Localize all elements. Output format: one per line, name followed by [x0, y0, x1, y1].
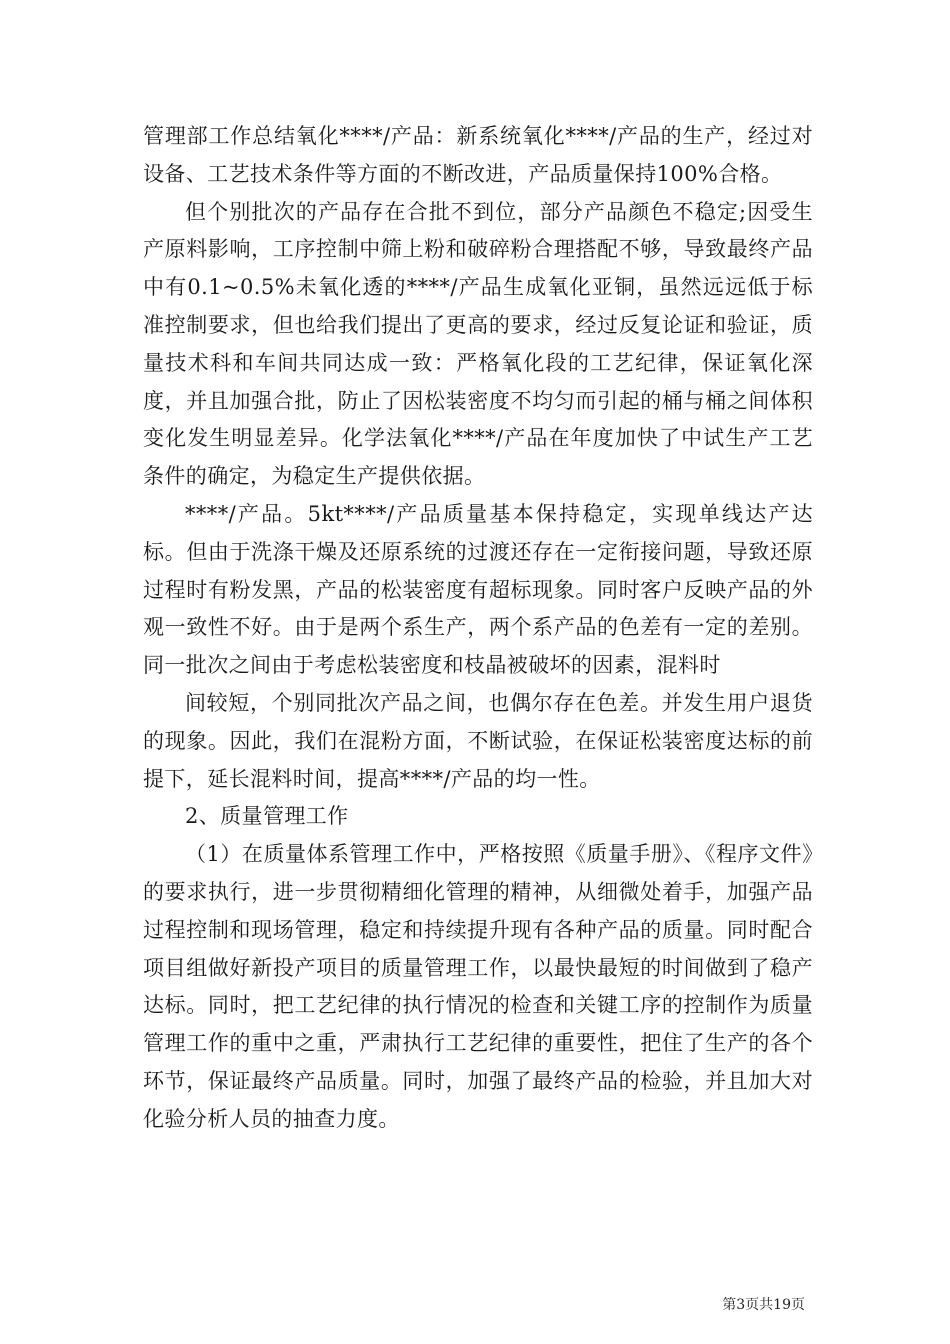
- document-body: [143, 118, 813, 1139]
- paragraph-1: 管理部工作总结氧化****/产品：新系统氧化****/产品的生产，经过对设备、工艺技术条件等方面的不断改进，产品质量保持100%合格。: [143, 124, 813, 186]
- paragraph-6: （1）在质量体系管理工作中，严格按照《质量手册》、《程序文件》的要求执行，进一步贯彻精细化管理的精神，从细微处着手，加强产品过程控制和现场管理，稳定和持续提升现有各种产品的质量。同时配合项目组做好新投产项目的质量管理工作，以最快最短的时间做到了稳产达标。同时，把工艺纪律的执行情况的检查和关键工序的控制作为质量管理工作的重中之重，严肃执行工艺纪律的重要性，把住了生产的各个环节，保证最终产品质量。同时，加强了最终产品的检验，并且加大对化验分析人员的抽查力度。: [143, 842, 813, 1131]
- section-heading-quality-management: 2、质量管理工作: [185, 804, 349, 829]
- page-number-footer: 第3页共19页: [722, 1297, 805, 1313]
- paragraph-2: 但个别批次的产品存在合批不到位，部分产品颜色不稳定;因受生产原料影响，工序控制中筛上粉和破碎粉合理搭配不够，导致最终产品中有0.1~0.5%未氧化透的****/产品生成氧化亚铜，虽然远远低于标准控制要求，但也给我们提出了更高的要求，经过反复论证和验证，质量技术科和车间共同达成一致：严格氧化段的工艺纪律，保证氧化深度，并且加强合批，防止了因松装密度不均匀而引起的桶与桶之间体积变化发生明显差异。化学法氧化****/产品在年度加快了中试生产工艺条件的确定，为稳定生产提供依据。: [143, 199, 813, 489]
- paragraph-4: 间较短，个别同批次产品之间，也偶尔存在色差。并发生用户退货的现象。因此，我们在混粉方面，不断试验，在保证松装密度达标的前提下，延长混料时间，提高****/产品的均一性。: [143, 690, 813, 791]
- paragraph-3: ****/产品。5kt****/产品质量基本保持稳定，实现单线达产达标。但由于洗涤干燥及还原系统的过渡还存在一定衔接问题，导致还原过程时有粉发黑，产品的松装密度有超标现象。同时客户反映产品的外观一致性不好。由于是两个系生产，两个系产品的色差有一定的差别。同一批次之间由于考虑松装密度和枝晶被破坏的因素，混料时: [143, 501, 813, 678]
